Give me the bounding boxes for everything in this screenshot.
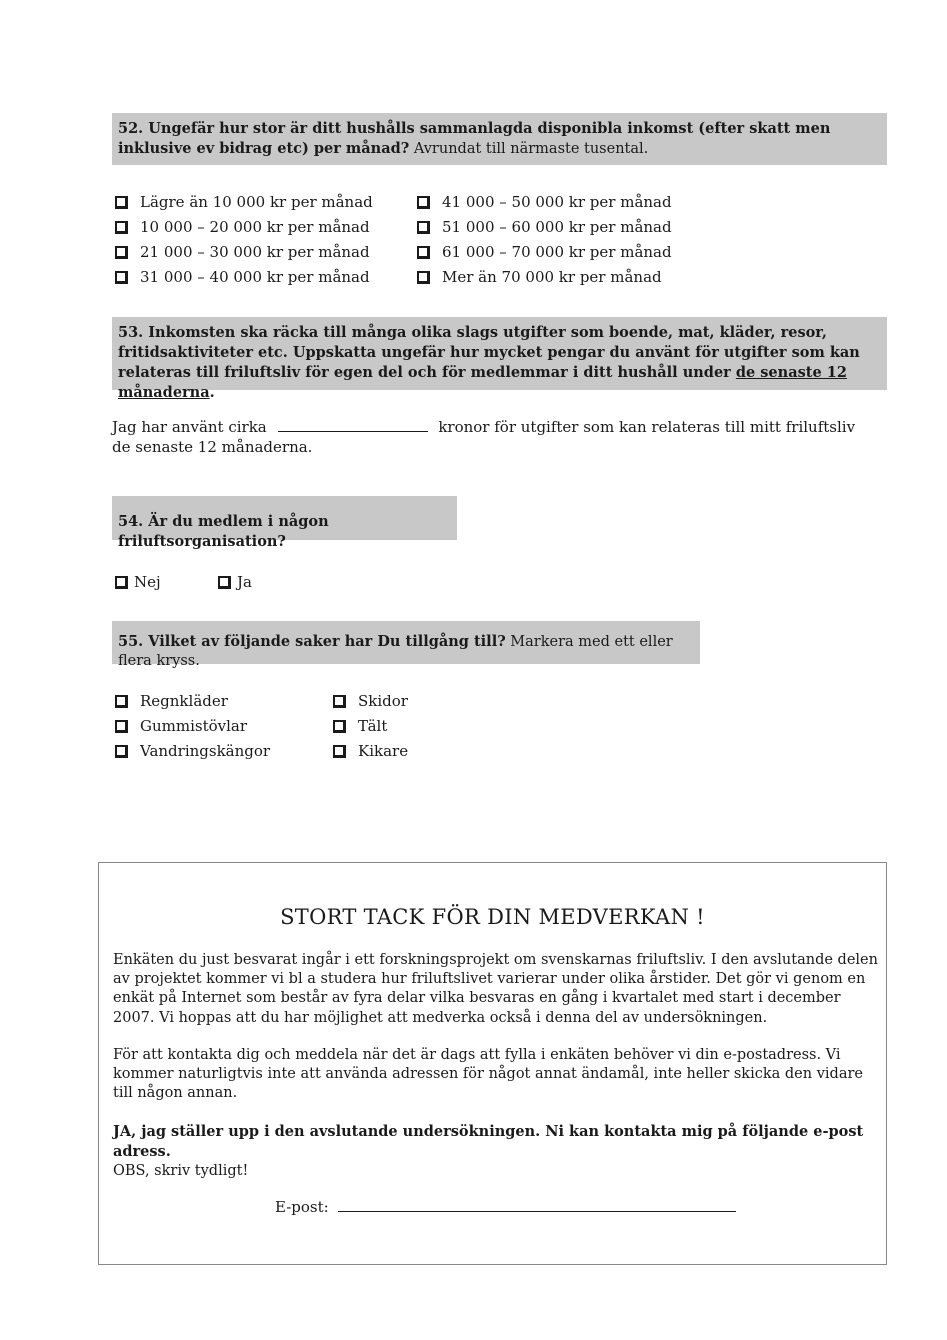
checkbox-icon[interactable] bbox=[333, 745, 346, 758]
checkbox-icon[interactable] bbox=[333, 695, 346, 708]
amount-input[interactable] bbox=[278, 431, 428, 432]
q52-option-4[interactable]: 31 000 – 40 000 kr per månad bbox=[115, 267, 370, 287]
q55-option-skidor[interactable]: Skidor bbox=[333, 691, 408, 711]
question-55-note: Markera med ett eller flera kryss. bbox=[118, 634, 673, 669]
checkbox-icon[interactable] bbox=[417, 221, 430, 234]
question-54-text: 54. Är du medlem i någon friluftsorganisation? bbox=[118, 513, 329, 550]
question-52-note: Avrundat till närmaste tusental. bbox=[409, 141, 649, 157]
checkbox-icon[interactable] bbox=[115, 196, 128, 209]
checkbox-icon[interactable] bbox=[115, 695, 128, 708]
checkbox-icon[interactable] bbox=[115, 576, 128, 589]
checkbox-icon[interactable] bbox=[417, 246, 430, 259]
thanks-paragraph-1: Enkäten du just besvarat ingår i ett forskningsprojekt om svenskarnas friluftsliv. I den avslutande delen av projektet kommer vi bl a studera hur friluftslivet varierar under olika årstider. Det gör vi genom en enkät på Internet som består av fyra delar vilka besvaras en gång i kvartalet med start i december 2007. Vi hoppas att du har möjlighet att medverka också i denna del av undersökningen. bbox=[113, 952, 878, 1026]
checkbox-icon[interactable] bbox=[115, 745, 128, 758]
q52-option-6[interactable]: 51 000 – 60 000 kr per månad bbox=[417, 217, 672, 237]
checkbox-icon[interactable] bbox=[115, 271, 128, 284]
thanks-paragraph-3 bbox=[113, 1122, 883, 1182]
consent-note: OBS, skriv tydligt! bbox=[113, 1163, 249, 1180]
q55-option-talt[interactable]: Tält bbox=[333, 716, 387, 736]
question-53-header: 53. Inkomsten ska räcka till många olika slags utgifter som boende, mat, kläder, resor, fritidsaktiviteter etc. Uppskatta ungefär hur mycket pengar du använt för utgifter som kan relateras till friluftsliv för egen del och för medlemmar i ditt hushåll under de senaste 12 månaderna. bbox=[112, 317, 887, 390]
q53-answer-line-2: de senaste 12 månaderna. bbox=[112, 438, 313, 456]
q52-option-8[interactable]: Mer än 70 000 kr per månad bbox=[417, 267, 662, 287]
question-52-text: 52. Ungefär hur stor är ditt hushålls sammanlagda disponibla inkomst (efter skatt men inklusive ev bidrag etc) per månad? bbox=[118, 120, 831, 157]
question-53-period: de senaste 12 månaderna bbox=[118, 364, 847, 401]
email-input[interactable] bbox=[338, 1211, 736, 1212]
q52-option-1[interactable]: Lägre än 10 000 kr per månad bbox=[115, 192, 373, 212]
email-row bbox=[275, 1197, 736, 1217]
question-52-header bbox=[112, 113, 887, 165]
checkbox-icon[interactable] bbox=[333, 720, 346, 733]
checkbox-icon[interactable] bbox=[417, 271, 430, 284]
q52-option-3[interactable]: 21 000 – 30 000 kr per månad bbox=[115, 242, 370, 262]
q55-option-vandringskangor[interactable]: Vandringskängor bbox=[115, 741, 270, 761]
checkbox-icon[interactable] bbox=[115, 720, 128, 733]
question-54-header bbox=[112, 496, 457, 550]
thanks-box bbox=[98, 862, 887, 1265]
q52-option-2[interactable]: 10 000 – 20 000 kr per månad bbox=[115, 217, 370, 237]
q54-option-nej[interactable]: Nej bbox=[115, 572, 161, 592]
thanks-paragraph-2: För att kontakta dig och meddela när det är dags att fylla i enkäten behöver vi din e-postadress. Vi kommer naturligtvis inte att använda adressen för något annat ändamål, inte heller skicka den vidare till någon annan. bbox=[113, 1047, 863, 1102]
consent-text: JA, jag ställer upp i den avslutande undersökningen. Ni kan kontakta mig på följande e-post adress. bbox=[113, 1123, 864, 1161]
q55-option-kikare[interactable]: Kikare bbox=[333, 741, 408, 761]
question-55-header bbox=[112, 621, 700, 669]
question-55-text: 55. Vilket av följande saker har Du tillgång till? bbox=[118, 633, 506, 650]
checkbox-icon[interactable] bbox=[115, 221, 128, 234]
q55-option-gummistovlar[interactable]: Gummistövlar bbox=[115, 716, 247, 736]
q53-answer-line: Jag har använt cirka kronor för utgifter som kan relateras till mitt friluftsliv bbox=[112, 418, 856, 436]
q52-option-5[interactable]: 41 000 – 50 000 kr per månad bbox=[417, 192, 672, 212]
q52-option-7[interactable]: 61 000 – 70 000 kr per månad bbox=[417, 242, 672, 262]
checkbox-icon[interactable] bbox=[115, 246, 128, 259]
thanks-title: STORT TACK FÖR DIN MEDVERKAN ! bbox=[280, 905, 705, 929]
email-label: E-post: bbox=[275, 1198, 329, 1216]
q54-option-ja[interactable]: Ja bbox=[218, 572, 252, 592]
question-53-text: 53. Inkomsten ska räcka till många olika slags utgifter som boende, mat, kläder, resor, fritidsaktiviteter etc. Uppskatta ungefär hur mycket pengar du använt för utgifter som kan relateras till friluftsliv för egen del och för medlemmar i ditt hushåll under bbox=[118, 324, 860, 381]
checkbox-icon[interactable] bbox=[417, 196, 430, 209]
checkbox-icon[interactable] bbox=[218, 576, 231, 589]
q55-option-regnklader[interactable]: Regnkläder bbox=[115, 691, 228, 711]
